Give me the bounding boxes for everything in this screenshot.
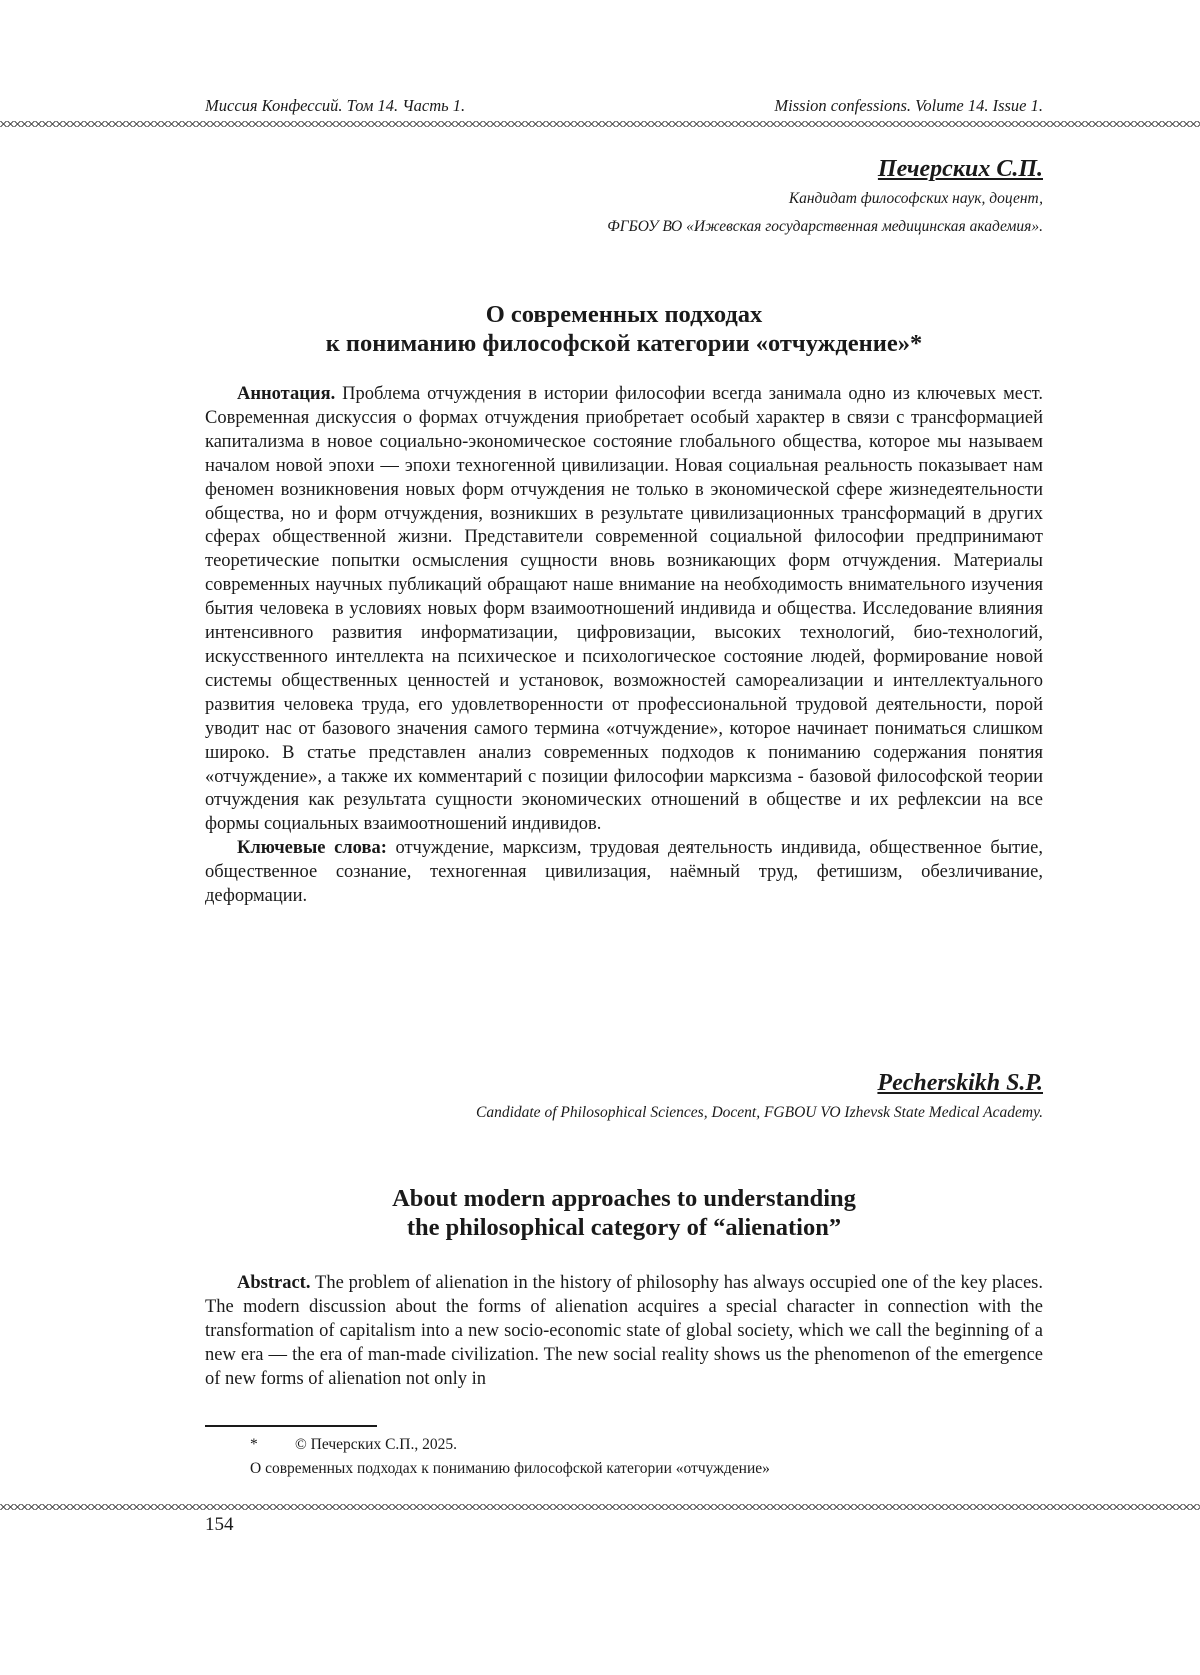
ru-title-line-1: О современных подходах [485,301,763,328]
footnote-rule [205,1425,377,1427]
ru-abstract-text: Проблема отчуждения в истории философии всегда занимала одно из ключевых мест. Современная дискуссия о формах отчуждения приобретает особый характер в связи с трансформацией капитализма в новое социально-экономическое состояние глобального общества, которое мы называем началом новой эпохи — эпохи техногенной цивилизации. Новая социальная реальность показывает нам феномен возникновения новых форм отчуждения не только в экономической сфере жизнедеятельности общества, но и форм отчуждения, возникших в результате цивилизационных трансформаций в других сферах общественной жизни. Представители современной социальной философии предпринимают теоретические попытки осмысления сущности вновь возникающих форм отчуждения. Материалы современных научных публикаций обращают наше внимание на необходимость внимательного изучения бытия человека в условиях новых форм взаимоотношений индивида и общества. Исследование влияния интенсивного развития информатизации, цифровизации, высоких технологий, био-технологий, искусственного интеллекта на психическое и психологическое состояние людей, формирование новой системы общественных ценностей и установок, возможностей самореализации и интеллектуального развития человека труда, его удовлетворенности от профессиональной трудовой деятельности, порой уводит нас от базового значения самого термина «отчуждение», которое начинает пониматься слишком широко. В статье представлен анализ современных подходов к пониманию содержания понятия «отчуждение», а также их комментарий с позиции философии марксизма - базовой философской теории отчуждения как результата сущности экономических отношений в обществе и их рефлексии на все формы социальных взаимоотношений индивидов. [205,384,1043,835]
en-abstract-paragraph [205,1272,1043,1392]
footnote-line-2: О современных подходах к пониманию философской категории «отчуждение» [250,1460,770,1477]
en-article-title [205,1184,1043,1242]
ru-author-name: Печерских С.П. [877,156,1043,182]
journal-title-ru: Миссия Конфессий. Том 14. Часть 1. [205,96,466,115]
en-title-line-2: the philosophical category of “alienation” [406,1214,842,1241]
en-author-block [205,1067,1043,1127]
footnote-line-1 [205,1433,1043,1457]
ru-author-affiliation: ФГБОУ ВО «Ижевская государственная медицинская академия». [607,218,1043,235]
en-author-affiliation: Candidate of Philosophical Sciences, Docent, FGBOU VO Izhevsk State Medical Academy. [475,1104,1043,1121]
ru-abstract-paragraph [205,383,1043,837]
en-abstract-label: Abstract. [237,1273,311,1293]
journal-title-en: Mission confessions. Volume 14. Issue 1. [774,96,1043,115]
ru-keywords-label: Ключевые слова: [237,838,387,859]
header-ornament-divider [0,121,1200,127]
ru-keywords-paragraph [205,837,1043,909]
ru-author-block [205,153,1043,241]
en-abstract-section [205,1272,1043,1392]
ru-abstract-label: Аннотация. [237,384,336,404]
footnote [205,1433,1043,1481]
ru-abstract-section [205,383,1043,909]
ru-title-line-2: к пониманию философской категории «отчуждение»* [325,330,923,357]
en-author-name: Pecherskikh S.P. [877,1070,1043,1096]
ru-author-degree: Кандидат философских наук, доцент, [788,190,1043,207]
footer-ornament-divider [0,1504,1200,1510]
footnote-mark: * [250,1436,258,1453]
running-header [205,96,1043,116]
ru-article-title [205,300,1043,358]
footnote-copyright: © Печерских С.П., 2025. [295,1436,458,1453]
en-title-line-1: About modern approaches to understanding [392,1185,856,1212]
en-abstract-text: The problem of alienation in the history of philosophy has always occupied one of the key places. The modern discussion about the forms of alienation acquires a special character in connection with the transformation of capitalism into a new socio-economic state of global society, which we call the beginning of a new era — the era of man-made civilization. The new social reality shows us the phenomenon of the emergence of new forms of alienation not only in [205,1273,1043,1389]
ru-keywords-text: отчуждение, марксизм, трудовая деятельность индивида, общественное бытие, общественное сознание, техногенная цивилизация, наёмный труд, фетишизм, обезличивание, деформации. [205,838,1043,907]
page-number: 154 [205,1514,234,1535]
